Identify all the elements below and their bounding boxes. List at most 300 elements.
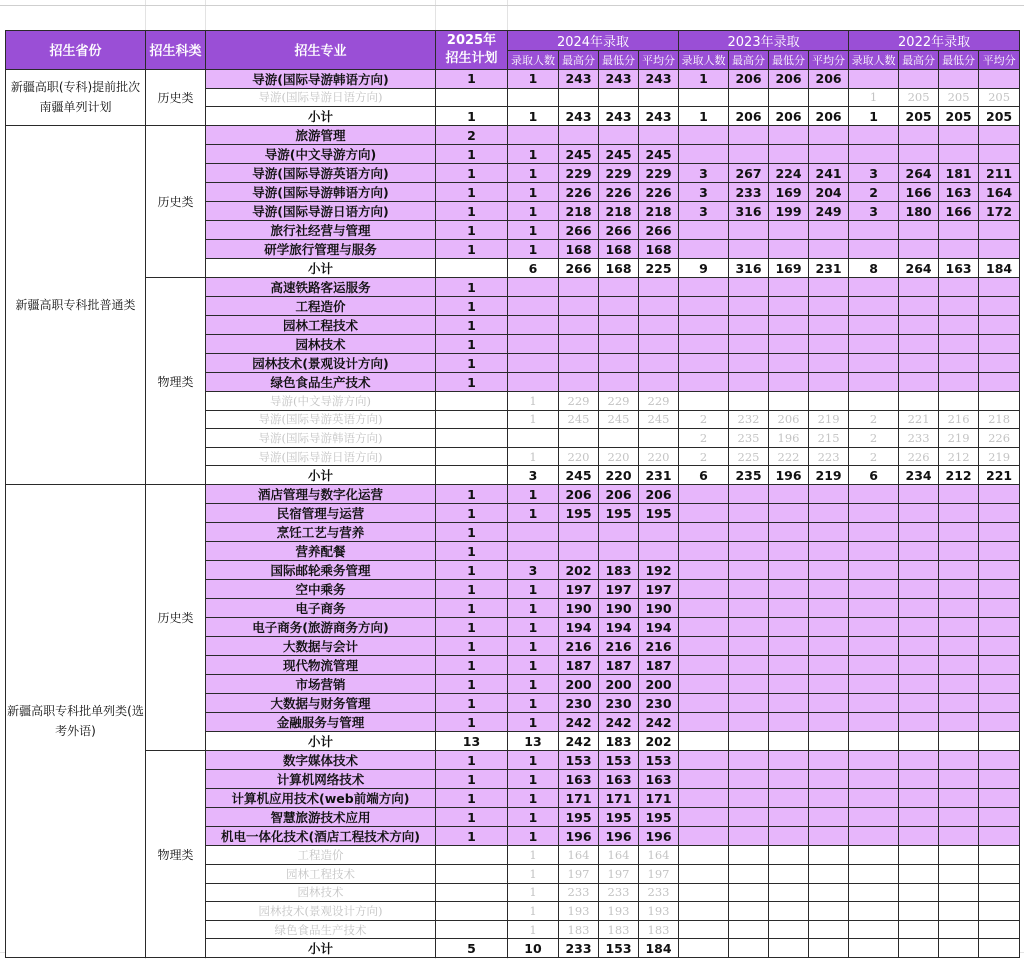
max-score-cell: 164 bbox=[559, 846, 599, 865]
count-cell: 3 bbox=[679, 164, 729, 183]
max-score-cell: 245 bbox=[559, 145, 599, 164]
subtotal-label: 小计 bbox=[206, 939, 436, 958]
plan-cell: 1 bbox=[436, 354, 508, 373]
avg-score-cell: 205 bbox=[979, 88, 1020, 107]
min-score-cell: 194 bbox=[599, 618, 639, 637]
min-score-cell: 206 bbox=[599, 485, 639, 504]
min-score-cell bbox=[939, 221, 979, 240]
avg-score-cell bbox=[809, 599, 849, 618]
avg-score-cell: 220 bbox=[639, 447, 679, 466]
avg-score-cell bbox=[979, 770, 1020, 789]
max-score-cell bbox=[899, 732, 939, 751]
avg-score-cell bbox=[979, 373, 1020, 392]
header-province: 招生省份 bbox=[6, 31, 146, 70]
count-cell bbox=[679, 827, 729, 846]
count-cell bbox=[679, 297, 729, 316]
count-cell: 1 bbox=[679, 107, 729, 126]
avg-score-cell: 242 bbox=[639, 713, 679, 732]
max-score-cell: 242 bbox=[559, 713, 599, 732]
max-score-cell bbox=[899, 69, 939, 88]
plan-cell: 1 bbox=[436, 183, 508, 202]
count-cell: 2 bbox=[679, 410, 729, 429]
count-cell bbox=[849, 297, 899, 316]
avg-score-cell: 229 bbox=[639, 392, 679, 411]
min-score-cell: 230 bbox=[599, 694, 639, 713]
table-row bbox=[6, 69, 1020, 88]
count-cell: 6 bbox=[679, 466, 729, 485]
count-cell bbox=[849, 69, 899, 88]
min-score-cell bbox=[769, 485, 809, 504]
min-score-cell bbox=[769, 335, 809, 354]
max-score-cell: 202 bbox=[559, 561, 599, 580]
avg-score-cell: 183 bbox=[639, 920, 679, 939]
min-score-cell: 233 bbox=[599, 883, 639, 902]
min-score-cell: 169 bbox=[769, 183, 809, 202]
count-cell bbox=[679, 732, 729, 751]
min-score-cell bbox=[939, 485, 979, 504]
max-score-cell bbox=[729, 656, 769, 675]
max-score-cell bbox=[559, 88, 599, 107]
min-score-cell: 212 bbox=[939, 447, 979, 466]
min-score-cell bbox=[599, 297, 639, 316]
min-score-cell bbox=[769, 126, 809, 145]
subtotal-label: 小计 bbox=[206, 466, 436, 485]
admission-scores-table bbox=[5, 30, 1020, 958]
max-score-cell bbox=[899, 485, 939, 504]
avg-score-cell bbox=[809, 335, 849, 354]
count-cell bbox=[849, 599, 899, 618]
count-cell bbox=[679, 751, 729, 770]
avg-score-cell bbox=[639, 88, 679, 107]
header-count: 录取人数 bbox=[679, 51, 729, 70]
avg-score-cell: 195 bbox=[639, 808, 679, 827]
avg-score-cell bbox=[809, 939, 849, 958]
avg-score-cell bbox=[979, 939, 1020, 958]
min-score-cell bbox=[939, 732, 979, 751]
avg-score-cell: 192 bbox=[639, 561, 679, 580]
avg-score-cell: 231 bbox=[639, 466, 679, 485]
max-score-cell bbox=[729, 827, 769, 846]
max-score-cell: 233 bbox=[729, 183, 769, 202]
max-score-cell bbox=[899, 618, 939, 637]
subject-cell: 历史类 bbox=[146, 69, 206, 126]
max-score-cell: 233 bbox=[559, 883, 599, 902]
avg-score-cell bbox=[979, 865, 1020, 884]
major-cell: 园林技术(景观设计方向) bbox=[206, 354, 436, 373]
major-cell: 导游(国际导游日语方向) bbox=[206, 88, 436, 107]
avg-score-cell bbox=[809, 354, 849, 373]
max-score-cell bbox=[899, 808, 939, 827]
max-score-cell: 235 bbox=[729, 429, 769, 448]
plan-cell bbox=[436, 846, 508, 865]
avg-score-cell bbox=[979, 297, 1020, 316]
min-score-cell: 243 bbox=[599, 69, 639, 88]
min-score-cell: 195 bbox=[599, 504, 639, 523]
major-cell: 大数据与会计 bbox=[206, 637, 436, 656]
min-score-cell: 171 bbox=[599, 789, 639, 808]
avg-score-cell bbox=[639, 373, 679, 392]
avg-score-cell bbox=[639, 335, 679, 354]
max-score-cell: 230 bbox=[559, 694, 599, 713]
count-cell bbox=[679, 599, 729, 618]
max-score-cell bbox=[899, 694, 939, 713]
header-count: 录取人数 bbox=[849, 51, 899, 70]
max-score-cell: 245 bbox=[559, 466, 599, 485]
max-score-cell: 243 bbox=[559, 107, 599, 126]
count-cell bbox=[849, 920, 899, 939]
min-score-cell bbox=[939, 145, 979, 164]
min-score-cell bbox=[939, 694, 979, 713]
avg-score-cell: 184 bbox=[979, 259, 1020, 278]
max-score-cell: 166 bbox=[899, 183, 939, 202]
avg-score-cell: 205 bbox=[979, 107, 1020, 126]
avg-score-cell bbox=[809, 770, 849, 789]
major-cell: 导游(国际导游韩语方向) bbox=[206, 183, 436, 202]
plan-cell: 1 bbox=[436, 278, 508, 297]
major-cell: 导游(国际导游日语方向) bbox=[206, 202, 436, 221]
count-cell bbox=[849, 808, 899, 827]
plan-cell: 1 bbox=[436, 656, 508, 675]
count-cell bbox=[849, 373, 899, 392]
max-score-cell bbox=[559, 335, 599, 354]
min-score-cell bbox=[939, 883, 979, 902]
major-cell: 导游(国际导游日语方向) bbox=[206, 447, 436, 466]
major-cell: 空中乘务 bbox=[206, 580, 436, 599]
count-cell bbox=[679, 713, 729, 732]
avg-score-cell bbox=[809, 920, 849, 939]
min-score-cell: 243 bbox=[599, 107, 639, 126]
max-score-cell bbox=[899, 902, 939, 921]
count-cell: 1 bbox=[508, 504, 559, 523]
min-score-cell bbox=[769, 770, 809, 789]
count-cell bbox=[679, 335, 729, 354]
plan-cell bbox=[436, 902, 508, 921]
count-cell: 1 bbox=[508, 240, 559, 259]
max-score-cell bbox=[899, 542, 939, 561]
min-score-cell bbox=[769, 561, 809, 580]
count-cell bbox=[849, 278, 899, 297]
max-score-cell bbox=[729, 278, 769, 297]
subject-cell: 历史类 bbox=[146, 485, 206, 751]
major-cell: 导游(中文导游方向) bbox=[206, 145, 436, 164]
avg-score-cell: 219 bbox=[809, 410, 849, 429]
max-score-cell bbox=[899, 920, 939, 939]
plan-cell bbox=[436, 88, 508, 107]
count-cell: 1 bbox=[508, 145, 559, 164]
min-score-cell bbox=[769, 618, 809, 637]
count-cell bbox=[679, 523, 729, 542]
min-score-cell bbox=[599, 126, 639, 145]
major-cell: 工程造价 bbox=[206, 846, 436, 865]
min-score-cell: 195 bbox=[599, 808, 639, 827]
avg-score-cell: 172 bbox=[979, 202, 1020, 221]
min-score-cell: 242 bbox=[599, 713, 639, 732]
avg-score-cell bbox=[979, 808, 1020, 827]
count-cell: 1 bbox=[849, 88, 899, 107]
count-cell bbox=[679, 354, 729, 373]
avg-score-cell bbox=[809, 392, 849, 411]
count-cell bbox=[508, 316, 559, 335]
avg-score-cell: 245 bbox=[639, 145, 679, 164]
min-score-cell bbox=[599, 373, 639, 392]
avg-score-cell: 231 bbox=[809, 259, 849, 278]
max-score-cell bbox=[899, 637, 939, 656]
avg-score-cell: 193 bbox=[639, 902, 679, 921]
max-score-cell bbox=[729, 939, 769, 958]
max-score-cell bbox=[559, 429, 599, 448]
count-cell: 1 bbox=[508, 580, 559, 599]
count-cell: 1 bbox=[508, 846, 559, 865]
min-score-cell bbox=[939, 354, 979, 373]
count-cell: 1 bbox=[508, 808, 559, 827]
count-cell: 1 bbox=[508, 447, 559, 466]
min-score-cell: 219 bbox=[939, 429, 979, 448]
major-cell: 工程造价 bbox=[206, 297, 436, 316]
plan-cell: 1 bbox=[436, 164, 508, 183]
major-cell: 电子商务 bbox=[206, 599, 436, 618]
max-score-cell bbox=[729, 542, 769, 561]
avg-score-cell bbox=[809, 88, 849, 107]
max-score-cell bbox=[729, 808, 769, 827]
header-plan bbox=[436, 31, 508, 70]
header-min: 最低分 bbox=[939, 51, 979, 70]
max-score-cell bbox=[559, 542, 599, 561]
max-score-cell bbox=[899, 846, 939, 865]
min-score-cell: 197 bbox=[599, 580, 639, 599]
min-score-cell bbox=[939, 656, 979, 675]
avg-score-cell bbox=[809, 846, 849, 865]
max-score-cell bbox=[899, 865, 939, 884]
min-score-cell: 222 bbox=[769, 447, 809, 466]
max-score-cell: 229 bbox=[559, 392, 599, 411]
max-score-cell: 206 bbox=[729, 69, 769, 88]
plan-cell: 1 bbox=[436, 202, 508, 221]
min-score-cell bbox=[769, 297, 809, 316]
max-score-cell bbox=[729, 335, 769, 354]
plan-cell: 1 bbox=[436, 561, 508, 580]
avg-score-cell bbox=[979, 221, 1020, 240]
max-score-cell bbox=[729, 354, 769, 373]
plan-cell: 1 bbox=[436, 485, 508, 504]
plan-cell bbox=[436, 447, 508, 466]
avg-score-cell bbox=[979, 751, 1020, 770]
max-score-cell bbox=[899, 883, 939, 902]
min-score-cell: 229 bbox=[599, 392, 639, 411]
avg-score-cell bbox=[979, 240, 1020, 259]
avg-score-cell bbox=[809, 694, 849, 713]
max-score-cell: 264 bbox=[899, 259, 939, 278]
max-score-cell: 235 bbox=[729, 466, 769, 485]
min-score-cell bbox=[769, 504, 809, 523]
min-score-cell bbox=[939, 789, 979, 808]
count-cell bbox=[849, 542, 899, 561]
count-cell: 1 bbox=[508, 713, 559, 732]
max-score-cell: 234 bbox=[899, 466, 939, 485]
min-score-cell bbox=[769, 542, 809, 561]
max-score-cell bbox=[899, 580, 939, 599]
count-cell: 1 bbox=[508, 883, 559, 902]
count-cell: 1 bbox=[508, 827, 559, 846]
major-cell: 烹饪工艺与营养 bbox=[206, 523, 436, 542]
count-cell: 1 bbox=[679, 69, 729, 88]
avg-score-cell bbox=[809, 656, 849, 675]
count-cell bbox=[508, 278, 559, 297]
max-score-cell bbox=[559, 354, 599, 373]
plan-cell bbox=[436, 883, 508, 902]
avg-score-cell: 194 bbox=[639, 618, 679, 637]
avg-score-cell bbox=[809, 827, 849, 846]
min-score-cell bbox=[769, 240, 809, 259]
min-score-cell bbox=[769, 88, 809, 107]
count-cell bbox=[849, 656, 899, 675]
avg-score-cell: 266 bbox=[639, 221, 679, 240]
major-cell: 绿色食品生产技术 bbox=[206, 373, 436, 392]
major-cell: 园林技术 bbox=[206, 335, 436, 354]
plan-cell: 1 bbox=[436, 808, 508, 827]
min-score-cell bbox=[939, 675, 979, 694]
avg-score-cell bbox=[809, 542, 849, 561]
count-cell bbox=[679, 694, 729, 713]
min-score-cell: 163 bbox=[939, 259, 979, 278]
major-cell: 国际邮轮乘务管理 bbox=[206, 561, 436, 580]
major-cell: 民宿管理与运营 bbox=[206, 504, 436, 523]
count-cell bbox=[849, 392, 899, 411]
count-cell: 1 bbox=[849, 107, 899, 126]
min-score-cell: 187 bbox=[599, 656, 639, 675]
avg-score-cell bbox=[809, 145, 849, 164]
max-score-cell bbox=[729, 902, 769, 921]
avg-score-cell bbox=[809, 865, 849, 884]
max-score-cell bbox=[899, 126, 939, 145]
max-score-cell bbox=[729, 789, 769, 808]
count-cell bbox=[679, 656, 729, 675]
plan-cell bbox=[436, 920, 508, 939]
subtotal-label: 小计 bbox=[206, 732, 436, 751]
max-score-cell: 153 bbox=[559, 751, 599, 770]
avg-score-cell: 241 bbox=[809, 164, 849, 183]
avg-score-cell bbox=[979, 789, 1020, 808]
min-score-cell: 206 bbox=[769, 69, 809, 88]
avg-score-cell: 233 bbox=[639, 883, 679, 902]
plan-cell bbox=[436, 429, 508, 448]
avg-score-cell: 226 bbox=[979, 429, 1020, 448]
count-cell: 1 bbox=[508, 107, 559, 126]
plan-cell bbox=[436, 865, 508, 884]
count-cell: 1 bbox=[508, 902, 559, 921]
count-cell bbox=[849, 939, 899, 958]
max-score-cell bbox=[729, 694, 769, 713]
count-cell bbox=[849, 523, 899, 542]
max-score-cell bbox=[729, 920, 769, 939]
header-min: 最低分 bbox=[599, 51, 639, 70]
min-score-cell bbox=[939, 599, 979, 618]
min-score-cell bbox=[939, 827, 979, 846]
header-max: 最高分 bbox=[729, 51, 769, 70]
avg-score-cell: 187 bbox=[639, 656, 679, 675]
count-cell bbox=[508, 88, 559, 107]
avg-score-cell: 206 bbox=[809, 107, 849, 126]
count-cell: 1 bbox=[508, 865, 559, 884]
max-score-cell bbox=[729, 599, 769, 618]
min-score-cell: 197 bbox=[599, 865, 639, 884]
count-cell: 1 bbox=[508, 69, 559, 88]
count-cell: 1 bbox=[508, 751, 559, 770]
min-score-cell bbox=[769, 902, 809, 921]
max-score-cell bbox=[899, 278, 939, 297]
min-score-cell: 183 bbox=[599, 732, 639, 751]
count-cell: 3 bbox=[508, 466, 559, 485]
avg-score-cell: 163 bbox=[639, 770, 679, 789]
avg-score-cell bbox=[979, 504, 1020, 523]
max-score-cell bbox=[729, 713, 769, 732]
count-cell: 3 bbox=[849, 164, 899, 183]
min-score-cell: 153 bbox=[599, 939, 639, 958]
major-cell: 机电一体化技术(酒店工程技术方向) bbox=[206, 827, 436, 846]
avg-score-cell bbox=[979, 656, 1020, 675]
min-score-cell bbox=[939, 561, 979, 580]
avg-score-cell bbox=[979, 392, 1020, 411]
min-score-cell: 168 bbox=[599, 259, 639, 278]
plan-cell: 1 bbox=[436, 297, 508, 316]
count-cell: 3 bbox=[508, 561, 559, 580]
min-score-cell: 196 bbox=[769, 429, 809, 448]
max-score-cell bbox=[899, 354, 939, 373]
major-cell: 旅行社经营与管理 bbox=[206, 221, 436, 240]
major-cell: 数字媒体技术 bbox=[206, 751, 436, 770]
count-cell bbox=[679, 580, 729, 599]
table-row bbox=[6, 126, 1020, 145]
avg-score-cell: 206 bbox=[639, 485, 679, 504]
max-score-cell: 264 bbox=[899, 164, 939, 183]
max-score-cell: 205 bbox=[899, 107, 939, 126]
table-body bbox=[6, 69, 1020, 958]
plan-cell bbox=[436, 259, 508, 278]
max-score-cell: 194 bbox=[559, 618, 599, 637]
min-score-cell: 181 bbox=[939, 164, 979, 183]
min-score-cell bbox=[769, 920, 809, 939]
min-score-cell: 266 bbox=[599, 221, 639, 240]
count-cell bbox=[679, 865, 729, 884]
avg-score-cell bbox=[979, 580, 1020, 599]
max-score-cell bbox=[899, 221, 939, 240]
count-cell bbox=[508, 542, 559, 561]
count-cell: 1 bbox=[508, 789, 559, 808]
avg-score-cell bbox=[639, 278, 679, 297]
count-cell bbox=[679, 316, 729, 335]
count-cell bbox=[508, 335, 559, 354]
max-score-cell bbox=[899, 297, 939, 316]
count-cell: 2 bbox=[679, 429, 729, 448]
subtotal-label: 小计 bbox=[206, 259, 436, 278]
major-cell: 计算机网络技术 bbox=[206, 770, 436, 789]
avg-score-cell bbox=[809, 675, 849, 694]
max-score-cell: 245 bbox=[559, 410, 599, 429]
plan-cell: 1 bbox=[436, 637, 508, 656]
table-row bbox=[6, 751, 1020, 770]
count-cell bbox=[849, 883, 899, 902]
count-cell: 1 bbox=[508, 410, 559, 429]
max-score-cell bbox=[899, 523, 939, 542]
count-cell bbox=[849, 335, 899, 354]
min-score-cell bbox=[769, 694, 809, 713]
count-cell bbox=[679, 920, 729, 939]
avg-score-cell: 202 bbox=[639, 732, 679, 751]
header-max: 最高分 bbox=[559, 51, 599, 70]
min-score-cell bbox=[939, 865, 979, 884]
max-score-cell: 266 bbox=[559, 221, 599, 240]
max-score-cell bbox=[899, 504, 939, 523]
min-score-cell bbox=[769, 846, 809, 865]
